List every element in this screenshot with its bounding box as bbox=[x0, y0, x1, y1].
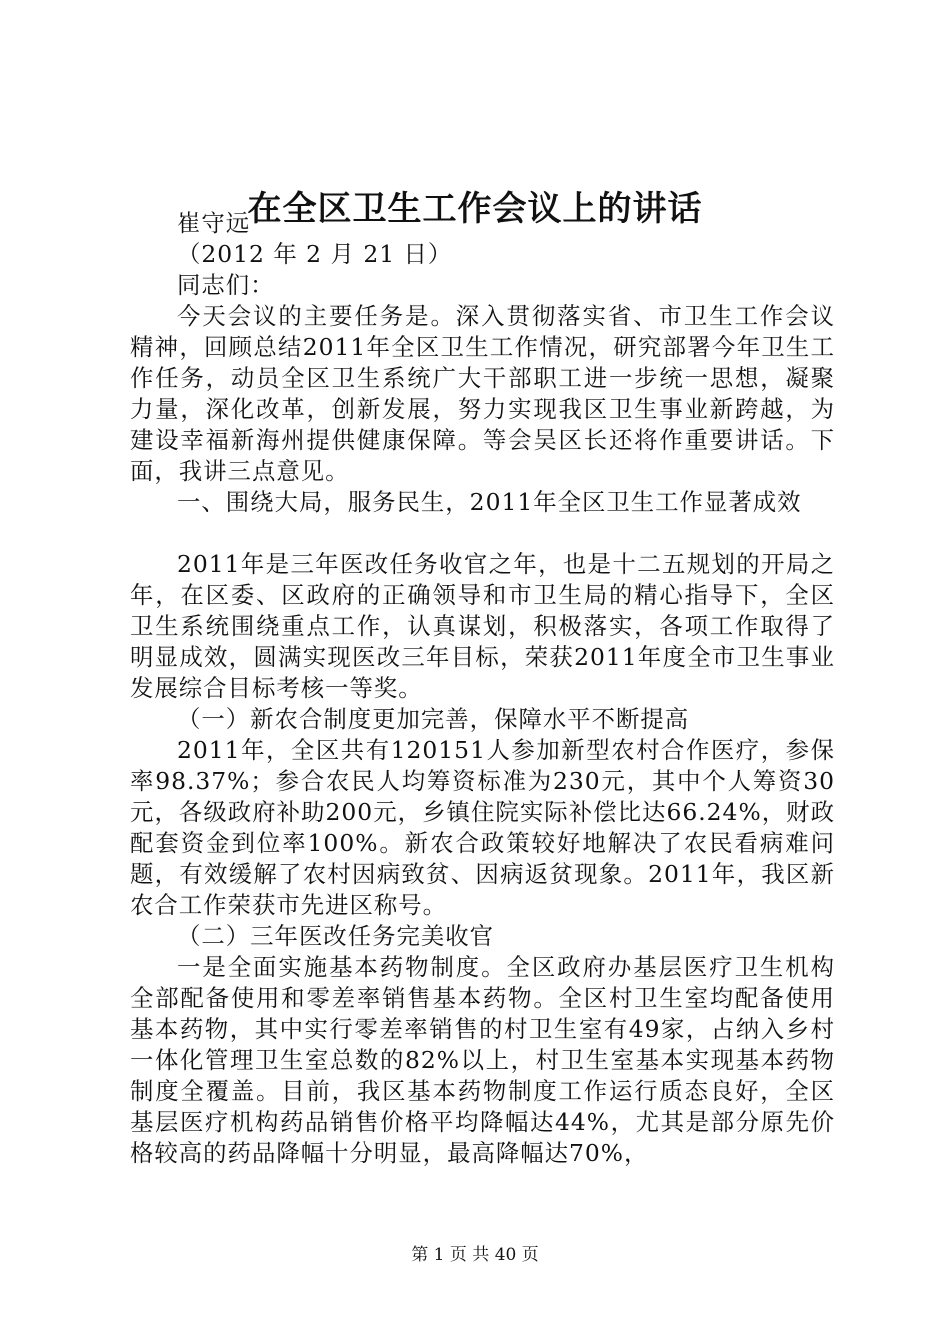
section-heading-1: 一、围绕大局，服务民生，2011年全区卫生工作显著成效 bbox=[177, 488, 802, 516]
subsection-heading-1: （一）新农合制度更加完善，保障水平不断提高 bbox=[177, 705, 690, 733]
paragraph-intro: 今天会议的主要任务是。深入贯彻落实省、市卫生工作会议精神，回顾总结2011年全区卫生工作情况，研究部署今年卫生工作任务，动员全区卫生系统广大干部职工进一步统一思想，凝聚力量，深化改革，创新发展，努力实现我区卫生事业新跨越，为建设幸福新海州提供健康保障。等会吴区长还将作重要讲话。下面，我讲三点意见。 bbox=[130, 302, 835, 485]
paragraph-essential-drugs: 一是全面实施基本药物制度。全区政府办基层医疗卫生机构全部配备使用和零差率销售基本药物。全区村卫生室均配备使用基本药物，其中实行零差率销售的村卫生室有49家，占纳入乡村一体化管理卫生室总数的82%以上，村卫生室基本实现基本药物制度全覆盖。目前，我区基本药物制度工作运行质态良好，全区基层医疗机构药品销售价格平均降幅达44%，尤其是部分原先价格较高的药品降幅十分明显，最高降幅达70%， bbox=[130, 953, 835, 1167]
paragraph-summary-2011: 2011年是三年医改任务收官之年，也是十二五规划的开局之年，在区委、区政府的正确领导和市卫生局的精心指导下，全区卫生系统围绕重点工作，认真谋划，积极落实，各项工作取得了明显成效，圆满实现医改三年目标，荣获2011年度全市卫生事业发展综合目标考核一等奖。 bbox=[130, 550, 835, 702]
paragraph-ncms: 2011年，全区共有120151人参加新型农村合作医疗，参保率98.37%；参合农民人均筹资标准为230元，其中个人筹资30元，各级政府补助200元，乡镇住院实际补偿比达66.24%，财政配套资金到位率100%。新农合政策较好地解决了农民看病难问题，有效缓解了农村因病致贫、因病返贫现象。2011年，我区新农合工作荣获市先进区称号。 bbox=[130, 736, 835, 919]
author-line: 崔守远 bbox=[177, 209, 251, 237]
date-line: （2012 年 2 月 21 日） bbox=[177, 240, 453, 268]
document-title: 在全区卫生工作会议上的讲话 bbox=[247, 189, 703, 229]
document-body bbox=[130, 208, 835, 1169]
subsection-heading-2: （二）三年医改任务完美收官 bbox=[177, 922, 495, 950]
salutation: 同志们： bbox=[177, 271, 275, 299]
page-footer: 第 1 页 共 40 页 bbox=[411, 1245, 539, 1265]
